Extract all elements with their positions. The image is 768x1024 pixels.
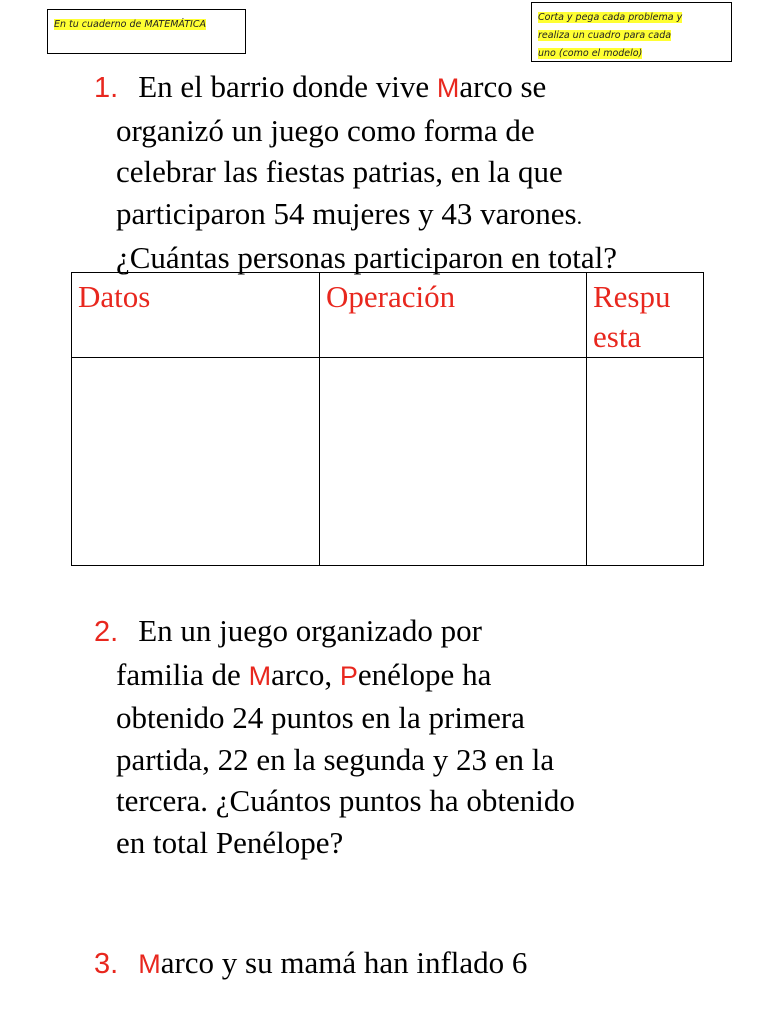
- header-operacion: Operación: [320, 273, 587, 358]
- problem-2-text-c: enélope ha: [357, 656, 492, 692]
- problem-1-text-b: arco se: [459, 69, 547, 104]
- problem-1-line-1: [94, 66, 734, 110]
- problem-2-line-4: partida, 22 en la segunda y 23 en la: [116, 741, 555, 777]
- problem-2-text-a: familia de: [116, 656, 249, 692]
- problem-3-number: 3.: [94, 948, 119, 980]
- cell-operacion[interactable]: [320, 358, 587, 566]
- problem-2-line-2: [94, 654, 734, 698]
- problem-2-line-1: [94, 610, 734, 654]
- problem-1-line-4-text: participaron 54 mujeres y 43 varones: [116, 195, 577, 231]
- problem-3-red-initial: M: [138, 949, 161, 979]
- header-respuesta-line-1: Respu: [593, 279, 671, 314]
- problem-1-line-2: organizó un juego como forma de: [116, 112, 535, 148]
- problem-1-line-4-period: .: [576, 203, 583, 229]
- problem-2-line-3: obtenido 24 puntos en la primera: [116, 700, 525, 735]
- problem-2-red-initial-m: M: [248, 660, 272, 691]
- instruction-note-right: [531, 2, 732, 62]
- problem-3-line-1-text: arco y su mamá han inflado 6: [160, 945, 528, 980]
- instruction-left-text: En tu cuaderno de MATEMÁTICA: [54, 19, 206, 30]
- answer-table: [71, 272, 704, 566]
- header-respuesta-line-2: esta: [593, 319, 642, 354]
- cell-respuesta[interactable]: [587, 358, 704, 566]
- answer-table-header-row: [72, 273, 704, 358]
- problem-2-line-1-text: En un juego organizado por: [138, 613, 482, 648]
- problem-2: [94, 610, 734, 863]
- problem-1-line-3: celebrar las fiestas patrias, en la que: [116, 154, 563, 189]
- problem-2-line-5: tercera. ¿Cuántos puntos ha obtenido: [116, 783, 575, 818]
- problem-1-number: 1.: [94, 72, 119, 104]
- header-respuesta: [587, 273, 704, 358]
- instruction-right-line-3: uno (como el modelo): [538, 48, 643, 59]
- instruction-right-line-2: realiza un cuadro para cada: [538, 30, 672, 41]
- problem-1: [94, 66, 734, 279]
- problem-3: [94, 942, 734, 986]
- problem-2-red-initial-p: P: [339, 660, 358, 691]
- problem-1-line-4: [94, 193, 734, 238]
- problem-1-text-a: En el barrio donde vive: [138, 69, 437, 104]
- instruction-right-line-1: Corta y pega cada problema y: [538, 12, 683, 23]
- answer-table-body-row: [72, 358, 704, 566]
- problem-2-number: 2.: [94, 616, 119, 648]
- problem-1-red-initial: M: [436, 73, 460, 103]
- header-datos: Datos: [72, 273, 320, 358]
- cell-datos[interactable]: [72, 358, 320, 566]
- problem-2-line-6: en total Penélope?: [116, 824, 344, 860]
- problem-2-text-b: arco,: [271, 656, 340, 692]
- problem-3-line-1: [94, 942, 734, 986]
- problem-1-line-5: ¿Cuántas personas participaron en total?: [116, 240, 617, 275]
- instruction-note-left: [47, 9, 246, 54]
